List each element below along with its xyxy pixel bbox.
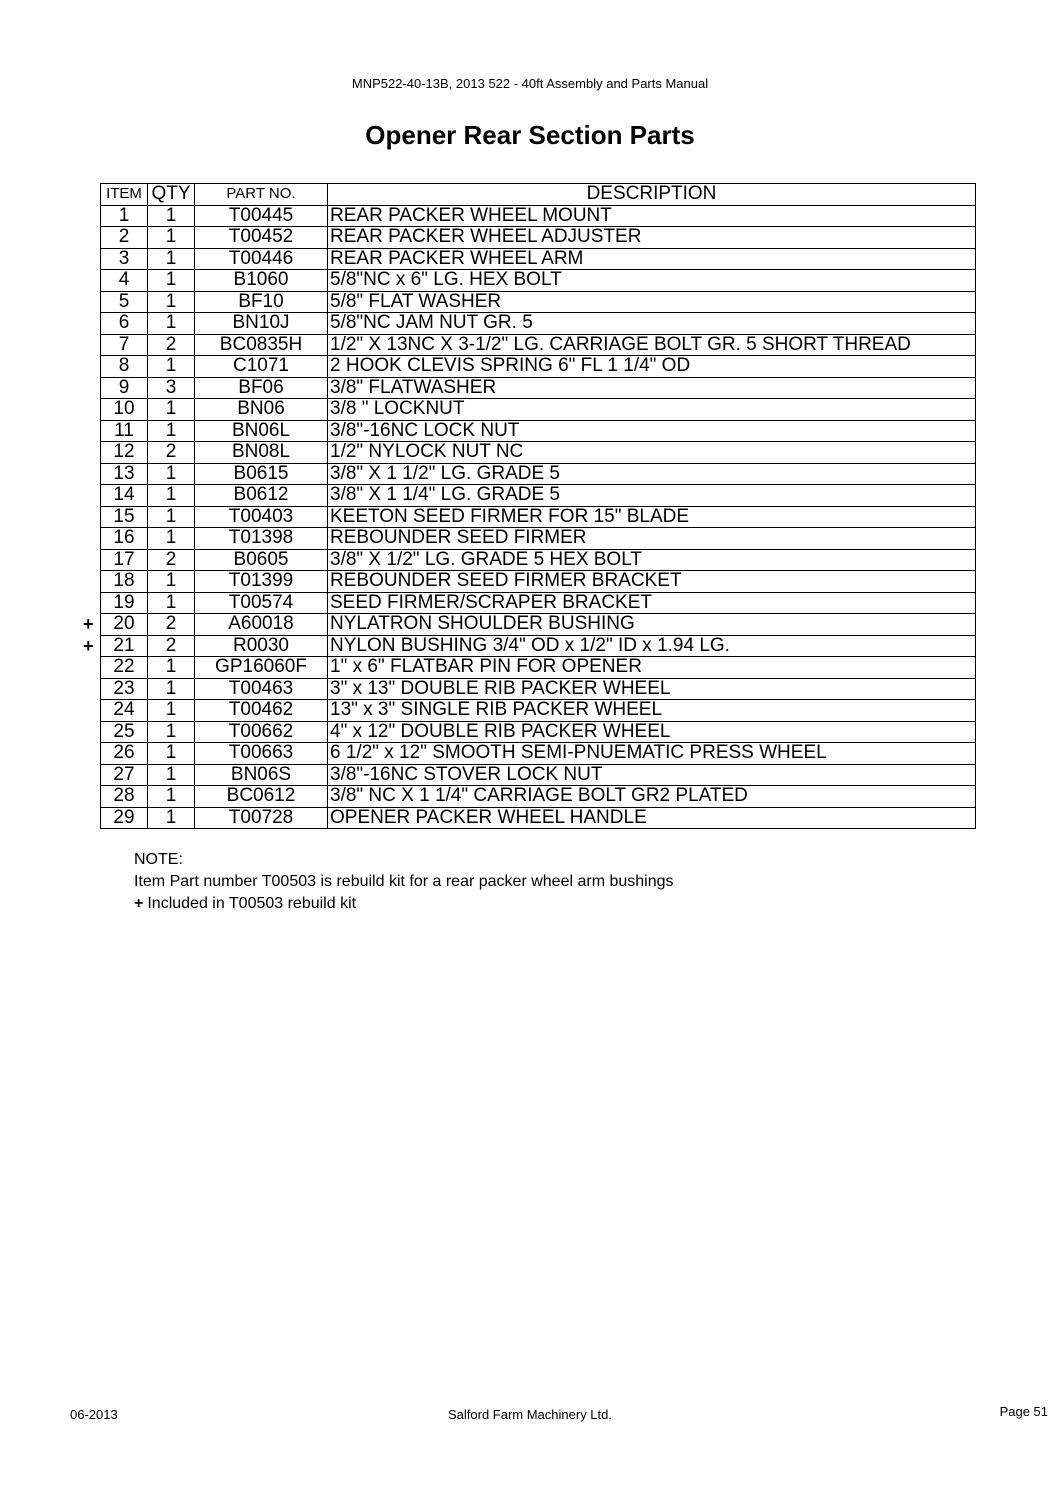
qty-cell (148, 227, 195, 249)
item-cell (101, 313, 148, 335)
qty-cell (148, 807, 195, 829)
description-cell (328, 635, 976, 657)
part-no-cell-text: T01399 (228, 570, 294, 592)
qty-cell-text: 1 (165, 720, 177, 742)
part-no-cell-text: BN06 (237, 398, 285, 420)
table-row (101, 270, 976, 292)
item-cell-text: 5 (118, 290, 130, 312)
item-cell (101, 549, 148, 571)
plus-icon: + (134, 895, 144, 912)
description-cell (328, 291, 976, 313)
qty-cell-text: 1 (165, 204, 177, 226)
item-cell-text: 29 (113, 806, 135, 828)
qty-cell (148, 549, 195, 571)
table-row (101, 485, 976, 507)
qty-cell (148, 291, 195, 313)
part-no-cell (195, 227, 328, 249)
footer-company: Salford Farm Machinery Ltd. (447, 1407, 612, 1422)
part-no-cell (195, 270, 328, 292)
qty-cell-text: 2 (165, 548, 177, 570)
part-no-cell-text: BN06L (231, 419, 291, 441)
page-number: Page 51 (999, 1404, 1048, 1419)
page-title: Opener Rear Section Parts (365, 120, 695, 150)
part-no-cell-text: GP16060F (215, 656, 307, 678)
item-cell (101, 270, 148, 292)
note-block (134, 849, 674, 915)
qty-cell (148, 592, 195, 614)
description-cell-text: 4" x 12" DOUBLE RIB PACKER WHEEL (330, 720, 671, 742)
qty-cell-text: 1 (165, 398, 177, 420)
part-no-cell-text: BC0612 (226, 785, 296, 807)
part-no-cell (195, 657, 328, 679)
item-cell (101, 227, 148, 249)
part-no-cell-text: T00462 (228, 699, 294, 721)
qty-cell-text: 1 (165, 806, 177, 828)
table-row (101, 678, 976, 700)
qty-cell (148, 377, 195, 399)
part-no-cell (195, 248, 328, 270)
table-row (101, 657, 976, 679)
description-cell-text: 3" x 13" DOUBLE RIB PACKER WHEEL (330, 677, 671, 699)
part-no-cell (195, 807, 328, 829)
qty-cell (148, 313, 195, 335)
item-cell (101, 356, 148, 378)
item-cell-text: 20 (113, 613, 135, 635)
description-cell (328, 700, 976, 722)
description-cell-text: 3/8"-16NC LOCK NUT (330, 419, 520, 441)
note-heading: NOTE: (134, 851, 183, 868)
table-row (101, 549, 976, 571)
item-cell-text: 24 (113, 699, 135, 721)
description-cell (328, 377, 976, 399)
item-cell (101, 485, 148, 507)
qty-cell-text: 2 (165, 333, 177, 355)
item-cell (101, 399, 148, 421)
qty-cell-text: 2 (165, 441, 177, 463)
description-cell-text: NYLON BUSHING 3/4" OD x 1/2" ID x 1.94 LG. (330, 634, 730, 656)
part-no-cell-text: BN08L (231, 441, 291, 463)
part-no-cell-text: T00403 (228, 505, 294, 527)
qty-cell (148, 463, 195, 485)
description-cell (328, 657, 976, 679)
item-cell-text: 9 (118, 376, 130, 398)
table-row (101, 786, 976, 808)
table-row (101, 700, 976, 722)
qty-cell-text: 1 (165, 656, 177, 678)
item-cell (101, 571, 148, 593)
description-cell-text: 6 1/2" x 12" SMOOTH SEMI-PNUEMATIC PRESS WHEEL (330, 742, 827, 764)
part-no-cell (195, 291, 328, 313)
part-no-cell-text: B0605 (233, 548, 289, 570)
description-cell-text: 5/8"NC JAM NUT GR. 5 (330, 312, 533, 334)
item-cell (101, 528, 148, 550)
description-cell (328, 506, 976, 528)
part-no-cell (195, 420, 328, 442)
qty-cell (148, 442, 195, 464)
parts-table (83, 183, 976, 829)
part-no-cell-text: T00663 (228, 742, 294, 764)
table-row (101, 635, 976, 657)
description-cell-text: 1" x 6" FLATBAR PIN FOR OPENER (330, 656, 642, 678)
description-cell-text: 13" x 3" SINGLE RIB PACKER WHEEL (330, 699, 663, 721)
item-cell (101, 700, 148, 722)
qty-cell (148, 635, 195, 657)
qty-cell-text: 1 (165, 419, 177, 441)
description-cell-text: REBOUNDER SEED FIRMER (330, 527, 587, 549)
item-cell-text: 8 (118, 355, 130, 377)
item-cell (83, 613, 148, 636)
item-cell (101, 764, 148, 786)
description-cell (328, 571, 976, 593)
qty-cell (148, 356, 195, 378)
item-cell (83, 634, 148, 657)
qty-cell (148, 614, 195, 636)
qty-cell (148, 270, 195, 292)
description-cell (328, 807, 976, 829)
description-cell-text: 3/8" X 1 1/4" LG. GRADE 5 (330, 484, 560, 506)
item-cell-text: 27 (113, 763, 135, 785)
qty-cell-text: 2 (165, 613, 177, 635)
qty-cell (148, 334, 195, 356)
qty-cell (148, 399, 195, 421)
part-no-cell-text: T00662 (228, 720, 294, 742)
description-cell (328, 270, 976, 292)
part-no-cell (195, 571, 328, 593)
item-cell-text: 3 (118, 247, 130, 269)
table-row (101, 377, 976, 399)
item-cell-text: 1 (118, 204, 130, 226)
part-no-cell-text: BN10J (232, 312, 290, 334)
table-row (101, 399, 976, 421)
part-no-cell (195, 678, 328, 700)
part-no-cell-text: T00728 (228, 806, 294, 828)
part-no-cell-text: BF10 (238, 290, 284, 312)
part-no-cell-text: T00463 (228, 677, 294, 699)
part-no-cell (195, 506, 328, 528)
part-no-cell-text: T00574 (228, 591, 294, 613)
description-cell-text: REBOUNDER SEED FIRMER BRACKET (330, 570, 682, 592)
description-cell-text: 1/2" X 13NC X 3-1/2" LG. CARRIAGE BOLT GR. 5 SHORT THREAD (330, 333, 911, 355)
qty-cell-text: 1 (165, 484, 177, 506)
part-no-cell-text: B0612 (233, 484, 289, 506)
description-cell (328, 442, 976, 464)
item-cell (101, 463, 148, 485)
description-cell (328, 485, 976, 507)
part-no-cell (195, 743, 328, 765)
column-header-item: ITEM (101, 184, 148, 206)
item-cell-text: 22 (113, 656, 135, 678)
table-row (101, 248, 976, 270)
description-cell-text: REAR PACKER WHEEL ADJUSTER (330, 226, 642, 248)
description-cell (328, 205, 976, 227)
description-cell-text: 1/2" NYLOCK NUT NC (330, 441, 524, 463)
qty-cell-text: 1 (165, 355, 177, 377)
table-row (101, 506, 976, 528)
qty-cell-text: 1 (165, 742, 177, 764)
qty-cell (148, 205, 195, 227)
description-cell-text: REAR PACKER WHEEL MOUNT (330, 204, 612, 226)
part-no-cell (195, 334, 328, 356)
table-row (101, 463, 976, 485)
plus-icon: + (83, 614, 94, 634)
item-cell-text: 23 (113, 677, 135, 699)
description-cell (328, 313, 976, 335)
item-cell (101, 657, 148, 679)
parts-table-body (83, 204, 976, 829)
qty-cell-text: 1 (165, 763, 177, 785)
table-row (101, 743, 976, 765)
part-no-cell (195, 313, 328, 335)
item-cell-text: 26 (113, 742, 135, 764)
description-cell (328, 528, 976, 550)
part-no-cell-text: B0615 (233, 462, 289, 484)
note-legend-text: Included in T00503 rebuild kit (147, 895, 357, 912)
item-cell-text: 13 (113, 462, 135, 484)
qty-cell (148, 485, 195, 507)
document-header: MNP522-40-13B, 2013 522 - 40ft Assembly and Parts Manual (351, 76, 709, 91)
part-no-cell-text: BN06S (230, 763, 292, 785)
part-no-cell-text: T00452 (228, 226, 294, 248)
item-cell (101, 334, 148, 356)
description-cell-text: 3/8 " LOCKNUT (330, 398, 465, 420)
qty-cell-text: 1 (165, 785, 177, 807)
part-no-cell-text: BF06 (238, 376, 284, 398)
item-cell (101, 743, 148, 765)
part-no-cell (195, 485, 328, 507)
description-cell (328, 764, 976, 786)
part-no-cell-text: T01398 (228, 527, 294, 549)
item-cell-text: 19 (113, 591, 135, 613)
description-cell-text: NYLATRON SHOULDER BUSHING (330, 613, 635, 635)
item-cell-text: 2 (118, 226, 130, 248)
table-row (101, 205, 976, 227)
table-row (101, 334, 976, 356)
item-cell-text: 14 (113, 484, 135, 506)
table-header-row (101, 184, 976, 206)
part-no-cell (195, 614, 328, 636)
item-cell (101, 248, 148, 270)
description-cell (328, 399, 976, 421)
description-cell-text: SEED FIRMER/SCRAPER BRACKET (330, 591, 652, 613)
table-row (101, 313, 976, 335)
qty-cell (148, 678, 195, 700)
part-no-cell-text: A60018 (228, 613, 294, 635)
part-no-cell (195, 528, 328, 550)
part-no-cell (195, 786, 328, 808)
part-no-cell (195, 549, 328, 571)
qty-cell-text: 1 (165, 269, 177, 291)
table-row (101, 356, 976, 378)
part-no-cell (195, 764, 328, 786)
qty-cell-text: 1 (165, 462, 177, 484)
qty-cell-text: 1 (165, 505, 177, 527)
item-cell-text: 21 (113, 634, 135, 656)
qty-cell-text: 1 (165, 527, 177, 549)
part-no-cell-text: BC0835H (219, 333, 303, 355)
item-cell (101, 205, 148, 227)
item-cell-text: 6 (118, 312, 130, 334)
item-cell-text: 18 (113, 570, 135, 592)
qty-cell-text: 1 (165, 699, 177, 721)
item-cell (101, 377, 148, 399)
qty-cell (148, 786, 195, 808)
qty-cell-text: 3 (165, 376, 177, 398)
item-cell-text: 28 (113, 785, 135, 807)
qty-cell (148, 764, 195, 786)
item-cell-text: 7 (118, 333, 130, 355)
item-cell-text: 4 (118, 269, 130, 291)
item-cell-text: 17 (113, 548, 135, 570)
item-cell-text: 25 (113, 720, 135, 742)
part-no-cell (195, 635, 328, 657)
description-cell (328, 463, 976, 485)
table-row (101, 227, 976, 249)
table-row (101, 571, 976, 593)
description-cell-text: REAR PACKER WHEEL ARM (330, 247, 584, 269)
table-row (101, 442, 976, 464)
description-cell-text: 3/8" FLATWASHER (330, 376, 497, 398)
table-row (101, 614, 976, 636)
item-cell (101, 592, 148, 614)
item-cell (101, 786, 148, 808)
item-cell-text: 16 (113, 527, 135, 549)
part-no-cell-text: R0030 (233, 634, 289, 656)
table-row (101, 764, 976, 786)
item-cell (101, 420, 148, 442)
part-no-cell-text: T00445 (228, 204, 294, 226)
description-cell (328, 614, 976, 636)
item-cell-text: 11 (114, 419, 134, 441)
item-cell (101, 678, 148, 700)
footer-date: 06-2013 (70, 1407, 118, 1422)
column-header-qty: QTY (148, 184, 195, 206)
qty-cell (148, 506, 195, 528)
item-cell (101, 442, 148, 464)
part-no-cell (195, 205, 328, 227)
part-no-cell-text: C1071 (233, 355, 289, 377)
description-cell (328, 721, 976, 743)
qty-cell-text: 1 (165, 226, 177, 248)
qty-cell (148, 743, 195, 765)
part-no-cell (195, 377, 328, 399)
item-cell (101, 291, 148, 313)
qty-cell-text: 1 (165, 591, 177, 613)
qty-cell (148, 571, 195, 593)
qty-cell-text: 2 (165, 634, 177, 656)
description-cell (328, 549, 976, 571)
part-no-cell (195, 399, 328, 421)
part-no-cell (195, 442, 328, 464)
description-cell-text: KEETON SEED FIRMER FOR 15" BLADE (330, 505, 690, 527)
part-no-cell (195, 356, 328, 378)
table-row (101, 592, 976, 614)
item-cell (101, 506, 148, 528)
description-cell (328, 227, 976, 249)
description-cell (328, 356, 976, 378)
description-cell-text: 5/8"NC x 6" LG. HEX BOLT (330, 269, 562, 291)
description-cell (328, 592, 976, 614)
description-cell-text: 2 HOOK CLEVIS SPRING 6" FL 1 1/4" OD (330, 355, 691, 377)
column-header-description: DESCRIPTION (328, 184, 976, 206)
part-no-cell (195, 592, 328, 614)
part-no-cell-text: T00446 (228, 247, 294, 269)
item-cell-text: 12 (113, 441, 135, 463)
table-row (101, 807, 976, 829)
item-cell-text: 15 (113, 505, 135, 527)
qty-cell-text: 1 (165, 247, 177, 269)
qty-cell (148, 248, 195, 270)
qty-cell (148, 528, 195, 550)
qty-cell-text: 1 (165, 677, 177, 699)
qty-cell (148, 700, 195, 722)
description-cell-text: 3/8"-16NC STOVER LOCK NUT (330, 763, 603, 785)
table-row (101, 528, 976, 550)
table-row (101, 291, 976, 313)
part-no-cell (195, 463, 328, 485)
column-header-part-no: PART NO. (195, 184, 328, 206)
description-cell-text: 3/8" X 1/2" LG. GRADE 5 HEX BOLT (330, 548, 642, 570)
item-cell (101, 807, 148, 829)
part-no-cell-text: B1060 (233, 269, 289, 291)
qty-cell (148, 420, 195, 442)
qty-cell-text: 1 (165, 290, 177, 312)
part-no-cell (195, 700, 328, 722)
item-cell-text: 10 (113, 398, 135, 420)
part-no-cell (195, 721, 328, 743)
plus-icon: + (83, 635, 94, 656)
description-cell-text: 3/8" X 1 1/2" LG. GRADE 5 (330, 462, 560, 484)
qty-cell (148, 721, 195, 743)
description-cell (328, 743, 976, 765)
qty-cell-text: 1 (165, 570, 177, 592)
description-cell (328, 334, 976, 356)
table-row (101, 420, 976, 442)
description-cell-text: 3/8" NC X 1 1/4" CARRIAGE BOLT GR2 PLATED (330, 785, 748, 807)
description-cell (328, 678, 976, 700)
table-row (101, 721, 976, 743)
note-legend (134, 893, 674, 915)
description-cell (328, 420, 976, 442)
description-cell-text: 5/8" FLAT WASHER (330, 290, 502, 312)
description-cell (328, 248, 976, 270)
description-cell-text: OPENER PACKER WHEEL HANDLE (330, 806, 647, 828)
qty-cell (148, 657, 195, 679)
qty-cell-text: 1 (165, 312, 177, 334)
description-cell (328, 786, 976, 808)
note-line: Item Part number T00503 is rebuild kit for a rear packer wheel arm bushings (134, 873, 674, 890)
item-cell (101, 721, 148, 743)
